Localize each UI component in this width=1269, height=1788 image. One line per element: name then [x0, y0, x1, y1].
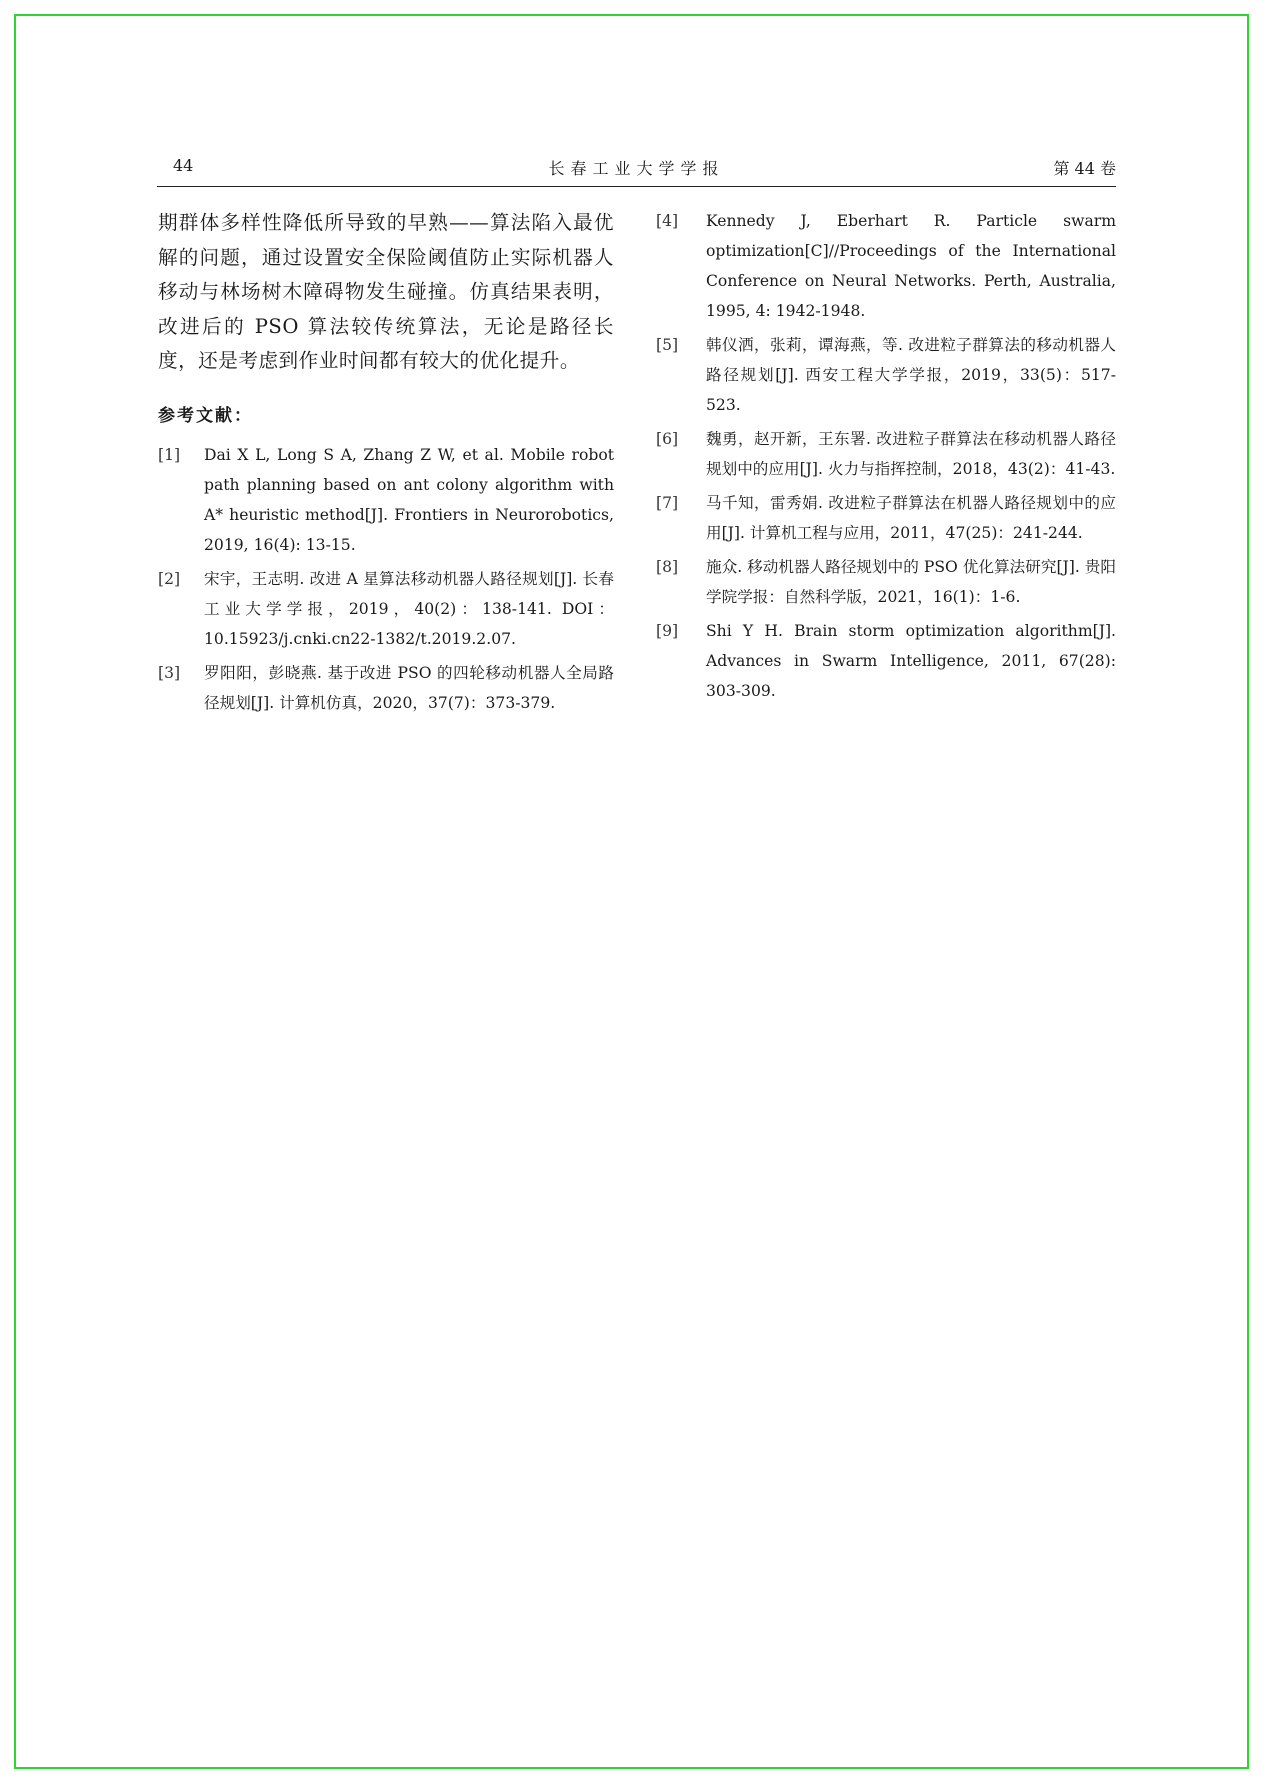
reference-number: [7]: [656, 494, 679, 512]
reference-number: [4]: [656, 212, 679, 230]
reference-item: [158, 440, 614, 560]
reference-text: 韩仪洒，张莉，谭海燕，等. 改进粒子群算法的移动机器人路径规划[J]. 西安工程大学学报，2019，33(5)：517-523.: [706, 336, 1116, 414]
reference-item: [656, 424, 1116, 484]
references-heading: 参考文献：: [158, 405, 253, 426]
body-paragraph: 期群体多样性降低所导致的早熟——算法陷入最优解的问题，通过设置安全保险阈值防止实际机器人移动与林场树木障碍物发生碰撞。仿真结果表明，改进后的 PSO 算法较传统算法，无论是路径长度，还是考虑到作业时间都有较大的优化提升。: [158, 211, 614, 372]
reference-text: 马千知，雷秀娟. 改进粒子群算法在机器人路径规划中的应用[J]. 计算机工程与应用，2011，47(25)：241-244.: [706, 494, 1116, 542]
journal-title: 长春工业大学学报: [548, 159, 725, 178]
reference-number: [1]: [158, 445, 181, 464]
reference-text: 施众. 移动机器人路径规划中的 PSO 优化算法研究[J]. 贵阳学院学报：自然科学版，2021，16(1)：1-6.: [706, 558, 1116, 606]
page-number: 44: [173, 156, 194, 175]
reference-text: Kennedy J, Eberhart R. Particle swarm optimization[C]//Proceedings of the International Conference on Neural Networks. Perth, Australia, 1995, 4: 1942-1948.: [706, 212, 1116, 320]
reference-item: [656, 488, 1116, 548]
reference-text: 罗阳阳，彭晓燕. 基于改进 PSO 的四轮移动机器人全局路径规划[J]. 计算机仿真，2020，37(7)：373-379.: [204, 663, 614, 712]
reference-number: [5]: [656, 336, 679, 354]
reference-number: [6]: [656, 430, 679, 448]
reference-number: [8]: [656, 558, 679, 576]
reference-text: 魏勇，赵开新，王东署. 改进粒子群算法在移动机器人路径规划中的应用[J]. 火力与指挥控制，2018，43(2)：41-43.: [706, 430, 1116, 478]
running-head: [157, 154, 1116, 187]
reference-number: [2]: [158, 569, 181, 588]
reference-item: [158, 658, 614, 718]
reference-text: Shi Y H. Brain storm optimization algorithm[J]. Advances in Swarm Intelligence, 2011, 67(28): 303-309.: [706, 622, 1116, 700]
reference-list-right: [656, 206, 1116, 706]
reference-number: [9]: [656, 622, 679, 640]
reference-number: [3]: [158, 663, 181, 682]
reference-item: [656, 616, 1116, 706]
right-column: [656, 206, 1116, 710]
volume-label: 第 44 卷: [1053, 159, 1116, 178]
reference-text: Dai X L, Long S A, Zhang Z W, et al. Mobile robot path planning based on ant colony algorithm with A* heuristic method[J]. Frontiers in Neurorobotics, 2019, 16(4): 13-15.: [204, 445, 614, 554]
reference-item: [158, 564, 614, 654]
left-column: [158, 206, 614, 722]
reference-list-left: [158, 440, 614, 718]
reference-text: 宋宇，王志明. 改进 A 星算法移动机器人路径规划[J]. 长春工业大学学报，2019，40(2)：138-141. DOI：10.15923/j.cnki.cn22-1382/t.2019.2.07.: [204, 569, 614, 648]
reference-item: [656, 330, 1116, 420]
reference-item: [656, 552, 1116, 612]
reference-item: [656, 206, 1116, 326]
